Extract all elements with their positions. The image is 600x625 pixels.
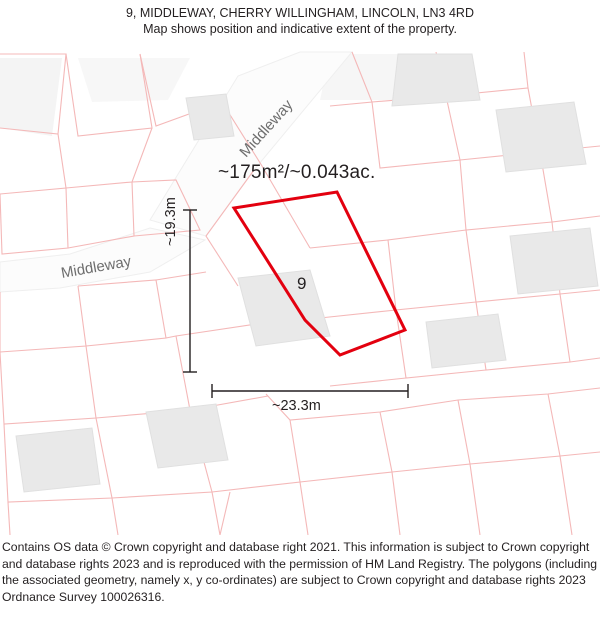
- page-subtitle: Map shows position and indicative extent of the property.: [143, 22, 457, 36]
- page-title: 9, MIDDLEWAY, CHERRY WILLINGHAM, LINCOLN, LN3 4RD: [125, 6, 474, 20]
- plot-width-label: ~23.3m: [272, 398, 321, 414]
- road-label-middleway-left: Middleway: [59, 252, 133, 282]
- copyright-footer: [0, 535, 600, 625]
- plot-number-label: 9: [297, 274, 307, 293]
- page-header: [0, 0, 600, 40]
- road-label-middleway-top: Middleway: [236, 96, 297, 161]
- plot-height-label: ~19.3m: [163, 197, 179, 246]
- map-canvas[interactable]: [0, 40, 600, 535]
- copyright-text: Contains OS data © Crown copyright and database right 2021. This information is subject to Crown copyright and database rights 2023 and is reproduced with the permission of HM Land Registry. The polygons (including the associated geometry, namely x, y co-ordinates) are subject to Crown copyright and database rights 2023 Ordnance Survey 100026316.: [2, 540, 598, 604]
- plot-area-label: ~175m²/~0.043ac.: [218, 162, 376, 183]
